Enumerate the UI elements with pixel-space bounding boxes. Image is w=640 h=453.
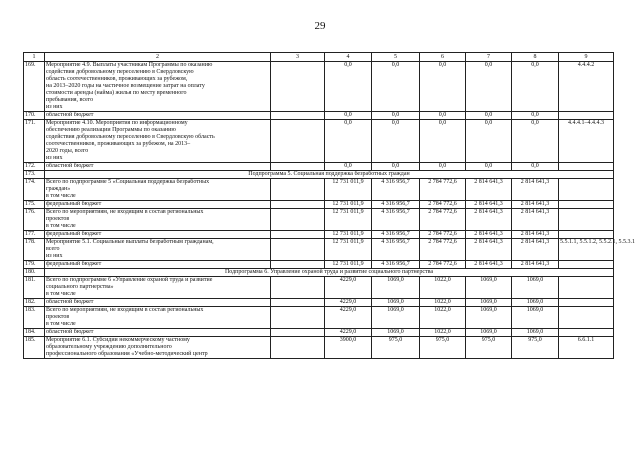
description-line: обеспечению реализации Программы по оказанию [46, 127, 176, 133]
row-description [45, 163, 271, 171]
value-cell: 2 814 641,3 [512, 179, 559, 201]
row-description [45, 120, 271, 163]
target-reference [559, 112, 614, 120]
target-reference [559, 231, 614, 239]
value-cell: 0,0 [325, 163, 372, 171]
description-line: в том числе [46, 321, 76, 327]
value-cell: 0,0 [512, 163, 559, 171]
value-cell: 2 814 641,3 [466, 239, 512, 261]
value-cell: 1069,0 [466, 307, 512, 329]
target-reference [559, 307, 614, 329]
column-3-cell [271, 179, 325, 201]
target-reference: 4.4.4.1–4.4.4.3 [559, 120, 614, 163]
col-header: 4 [325, 53, 372, 62]
value-cell: 0,0 [420, 120, 466, 163]
column-3-cell [271, 299, 325, 307]
table-row [24, 120, 614, 163]
value-cell: 2 814 641,3 [466, 201, 512, 209]
value-cell: 0,0 [512, 112, 559, 120]
description-line: областной бюджет [46, 112, 94, 118]
value-cell: 0,0 [512, 120, 559, 163]
row-description [45, 277, 271, 299]
description-line: проектов [46, 216, 70, 222]
col-header: 3 [271, 53, 325, 62]
row-description [45, 209, 271, 231]
description-line: соотечественников, проживающих за рубежом, на 2013– [46, 141, 191, 147]
table-row [24, 329, 614, 337]
column-3-cell [271, 209, 325, 231]
value-cell: 12 731 011,9 [325, 201, 372, 209]
value-cell: 0,0 [372, 163, 420, 171]
row-number: 174. [24, 179, 45, 201]
description-line: граждан» [46, 186, 71, 192]
col-header: 5 [372, 53, 420, 62]
table-row [24, 201, 614, 209]
header-row [24, 53, 614, 62]
description-line: Мероприятие 4.10. Мероприятия по информационному [46, 120, 188, 126]
description-line: содействия добровольному переселению в Свердловскую [46, 69, 194, 75]
value-cell: 0,0 [420, 163, 466, 171]
table-row [24, 209, 614, 231]
description-line: федеральный бюджет [46, 231, 102, 237]
row-description [45, 179, 271, 201]
table-row [24, 277, 614, 299]
value-cell: 0,0 [466, 120, 512, 163]
value-cell: 12 731 011,9 [325, 239, 372, 261]
value-cell: 2 814 641,3 [512, 201, 559, 209]
row-number: 183. [24, 307, 45, 329]
col-header: 8 [512, 53, 559, 62]
table-row [24, 231, 614, 239]
section-title: Подпрограмма 6. Управление охраной труда и развитие социального партнерства [45, 269, 614, 277]
value-cell: 4 316 956,7 [372, 209, 420, 231]
value-cell: 12 731 011,9 [325, 209, 372, 231]
value-cell: 0,0 [372, 112, 420, 120]
description-line: Всего по подпрограмме 6 «Управление охраной труда и развитие [46, 277, 213, 283]
column-3-cell [271, 307, 325, 329]
value-cell: 1069,0 [512, 329, 559, 337]
value-cell: 0,0 [372, 120, 420, 163]
description-line: федеральный бюджет [46, 201, 102, 207]
row-description [45, 261, 271, 269]
value-cell: 4229,0 [325, 307, 372, 329]
value-cell: 0,0 [325, 120, 372, 163]
description-line: Всего по мероприятиям, не входящим в состав региональных [46, 307, 204, 313]
value-cell: 4229,0 [325, 299, 372, 307]
value-cell: 2 784 772,6 [420, 239, 466, 261]
table-row [24, 112, 614, 120]
value-cell: 2 814 641,3 [512, 209, 559, 231]
target-reference: 5.5.1.1, 5.5.1.2, 5.5.2.1, 5.5.3.1 [559, 239, 614, 261]
row-description [45, 329, 271, 337]
value-cell: 1069,0 [466, 277, 512, 299]
row-number: 178. [24, 239, 45, 261]
row-number: 182. [24, 299, 45, 307]
row-number: 185. [24, 337, 45, 359]
value-cell: 1022,0 [420, 299, 466, 307]
value-cell: 4 316 956,7 [372, 179, 420, 201]
target-reference [559, 329, 614, 337]
column-3-cell [271, 277, 325, 299]
value-cell: 975,0 [372, 337, 420, 359]
value-cell: 2 814 641,3 [512, 261, 559, 269]
description-line: из них [46, 253, 63, 259]
column-3-cell [271, 201, 325, 209]
value-cell: 1069,0 [512, 277, 559, 299]
description-line: областной бюджет [46, 329, 94, 335]
value-cell: 1069,0 [372, 307, 420, 329]
target-reference [559, 261, 614, 269]
description-line: областной бюджет [46, 163, 94, 169]
description-line: из них [46, 155, 63, 161]
table-row [24, 307, 614, 329]
table-row [24, 239, 614, 261]
description-line: содействия добровольному переселению в Свердловскую область [46, 134, 215, 140]
value-cell: 4229,0 [325, 277, 372, 299]
value-cell: 12 731 011,9 [325, 179, 372, 201]
description-line: в том числе [46, 291, 76, 297]
value-cell: 2 784 772,6 [420, 201, 466, 209]
target-reference: 6.6.1.1 [559, 337, 614, 359]
value-cell: 0,0 [512, 62, 559, 112]
value-cell: 2 784 772,6 [420, 179, 466, 201]
value-cell: 0,0 [325, 62, 372, 112]
value-cell: 1069,0 [372, 329, 420, 337]
value-cell: 1022,0 [420, 307, 466, 329]
description-line: профессионального образования «Учебно-методический центр [46, 351, 208, 357]
value-cell: 1069,0 [372, 277, 420, 299]
value-cell: 3900,0 [325, 337, 372, 359]
description-line: проектов [46, 314, 70, 320]
target-reference [559, 163, 614, 171]
target-reference [559, 201, 614, 209]
description-line: область соотечественников, проживающих за рубежом, [46, 76, 188, 82]
value-cell: 1022,0 [420, 329, 466, 337]
target-reference: 4.4.4.2 [559, 62, 614, 112]
value-cell: 4 316 956,7 [372, 239, 420, 261]
row-number: 170. [24, 112, 45, 120]
column-3-cell [271, 120, 325, 163]
table-row [24, 163, 614, 171]
row-number: 184. [24, 329, 45, 337]
col-header: 7 [466, 53, 512, 62]
page-number: 29 [314, 20, 326, 32]
value-cell: 12 731 011,9 [325, 261, 372, 269]
section-row [24, 269, 614, 277]
column-3-cell [271, 337, 325, 359]
row-number: 172. [24, 163, 45, 171]
value-cell: 1069,0 [512, 299, 559, 307]
table-body [24, 62, 635, 359]
value-cell: 2 784 772,6 [420, 261, 466, 269]
value-cell: 0,0 [325, 112, 372, 120]
description-line: Мероприятие 4.9. Выплаты участникам Программы по оказанию [46, 62, 213, 68]
table-row [24, 179, 614, 201]
value-cell: 0,0 [466, 163, 512, 171]
value-cell: 4 316 956,7 [372, 231, 420, 239]
row-number: 181. [24, 277, 45, 299]
description-line: 2020 годы, всего [46, 148, 89, 154]
description-line: пребывания, всего [46, 97, 94, 103]
row-number: 177. [24, 231, 45, 239]
description-line: из них [46, 104, 63, 110]
column-3-cell [271, 163, 325, 171]
row-number: 173. [24, 171, 45, 179]
section-row [24, 171, 614, 179]
table-row [24, 337, 614, 359]
value-cell: 2 814 641,3 [466, 231, 512, 239]
value-cell: 0,0 [466, 112, 512, 120]
value-cell: 2 814 641,3 [512, 239, 559, 261]
column-3-cell [271, 112, 325, 120]
value-cell: 975,0 [420, 337, 466, 359]
column-3-cell [271, 261, 325, 269]
value-cell: 1069,0 [466, 299, 512, 307]
description-line: Всего по подпрограмме 5 «Социальная поддержка безработных [46, 179, 210, 185]
row-number: 169. [24, 62, 45, 112]
target-reference [559, 179, 614, 201]
value-cell: 12 731 011,9 [325, 231, 372, 239]
target-reference [559, 277, 614, 299]
description-line: стоимости аренды (найма) жилья по месту временного [46, 90, 187, 96]
row-number: 175. [24, 201, 45, 209]
row-description [45, 201, 271, 209]
row-description [45, 299, 271, 307]
value-cell: 2 784 772,6 [420, 231, 466, 239]
description-line: социального партнерства» [46, 284, 114, 290]
description-line: всего [46, 246, 60, 252]
row-number: 171. [24, 120, 45, 163]
value-cell: 2 784 772,6 [420, 209, 466, 231]
value-cell: 2 814 641,3 [466, 209, 512, 231]
value-cell: 4 316 956,7 [372, 201, 420, 209]
value-cell: 1022,0 [420, 277, 466, 299]
budget-table [23, 52, 635, 359]
value-cell: 0,0 [466, 62, 512, 112]
description-line: Мероприятие 5.1. Социальные выплаты безработным гражданам, [46, 239, 214, 245]
value-cell: 0,0 [420, 62, 466, 112]
description-line: образовательному учреждению дополнительного [46, 344, 172, 350]
value-cell: 2 814 641,3 [466, 261, 512, 269]
description-line: Мероприятие 6.1. Субсидии некоммерческому частному [46, 337, 190, 343]
value-cell: 0,0 [372, 62, 420, 112]
row-number: 179. [24, 261, 45, 269]
value-cell: 2 814 641,3 [512, 231, 559, 239]
value-cell: 975,0 [512, 337, 559, 359]
row-description [45, 337, 271, 359]
table-row [24, 62, 614, 112]
value-cell: 1069,0 [466, 329, 512, 337]
row-description [45, 239, 271, 261]
value-cell: 4229,0 [325, 329, 372, 337]
value-cell: 0,0 [420, 112, 466, 120]
table-row [24, 299, 614, 307]
value-cell: 2 814 641,3 [466, 179, 512, 201]
description-line: в том числе [46, 193, 76, 199]
description-line: на 2013–2020 годы на частичное возмещение затрат на оплату [46, 83, 205, 89]
section-title: Подпрограмма 5. Социальная поддержка безработных граждан [45, 171, 614, 179]
col-header: 6 [420, 53, 466, 62]
col-header: 1 [24, 53, 45, 62]
description-line: Всего по мероприятиям, не входящим в состав региональных [46, 209, 204, 215]
column-3-cell [271, 239, 325, 261]
value-cell: 975,0 [466, 337, 512, 359]
row-description [45, 62, 271, 112]
col-header: 9 [559, 53, 614, 62]
col-header: 2 [45, 53, 271, 62]
description-line: в том числе [46, 223, 76, 229]
column-3-cell [271, 231, 325, 239]
column-3-cell [271, 62, 325, 112]
column-3-cell [271, 329, 325, 337]
row-number: 176. [24, 209, 45, 231]
value-cell: 4 316 956,7 [372, 261, 420, 269]
row-description [45, 307, 271, 329]
row-description [45, 231, 271, 239]
description-line: федеральный бюджет [46, 261, 102, 267]
table-row [24, 261, 614, 269]
value-cell: 1069,0 [512, 307, 559, 329]
target-reference [559, 299, 614, 307]
value-cell: 1069,0 [372, 299, 420, 307]
target-reference [559, 209, 614, 231]
row-number: 180. [24, 269, 45, 277]
description-line: областной бюджет [46, 299, 94, 305]
row-description [45, 112, 271, 120]
